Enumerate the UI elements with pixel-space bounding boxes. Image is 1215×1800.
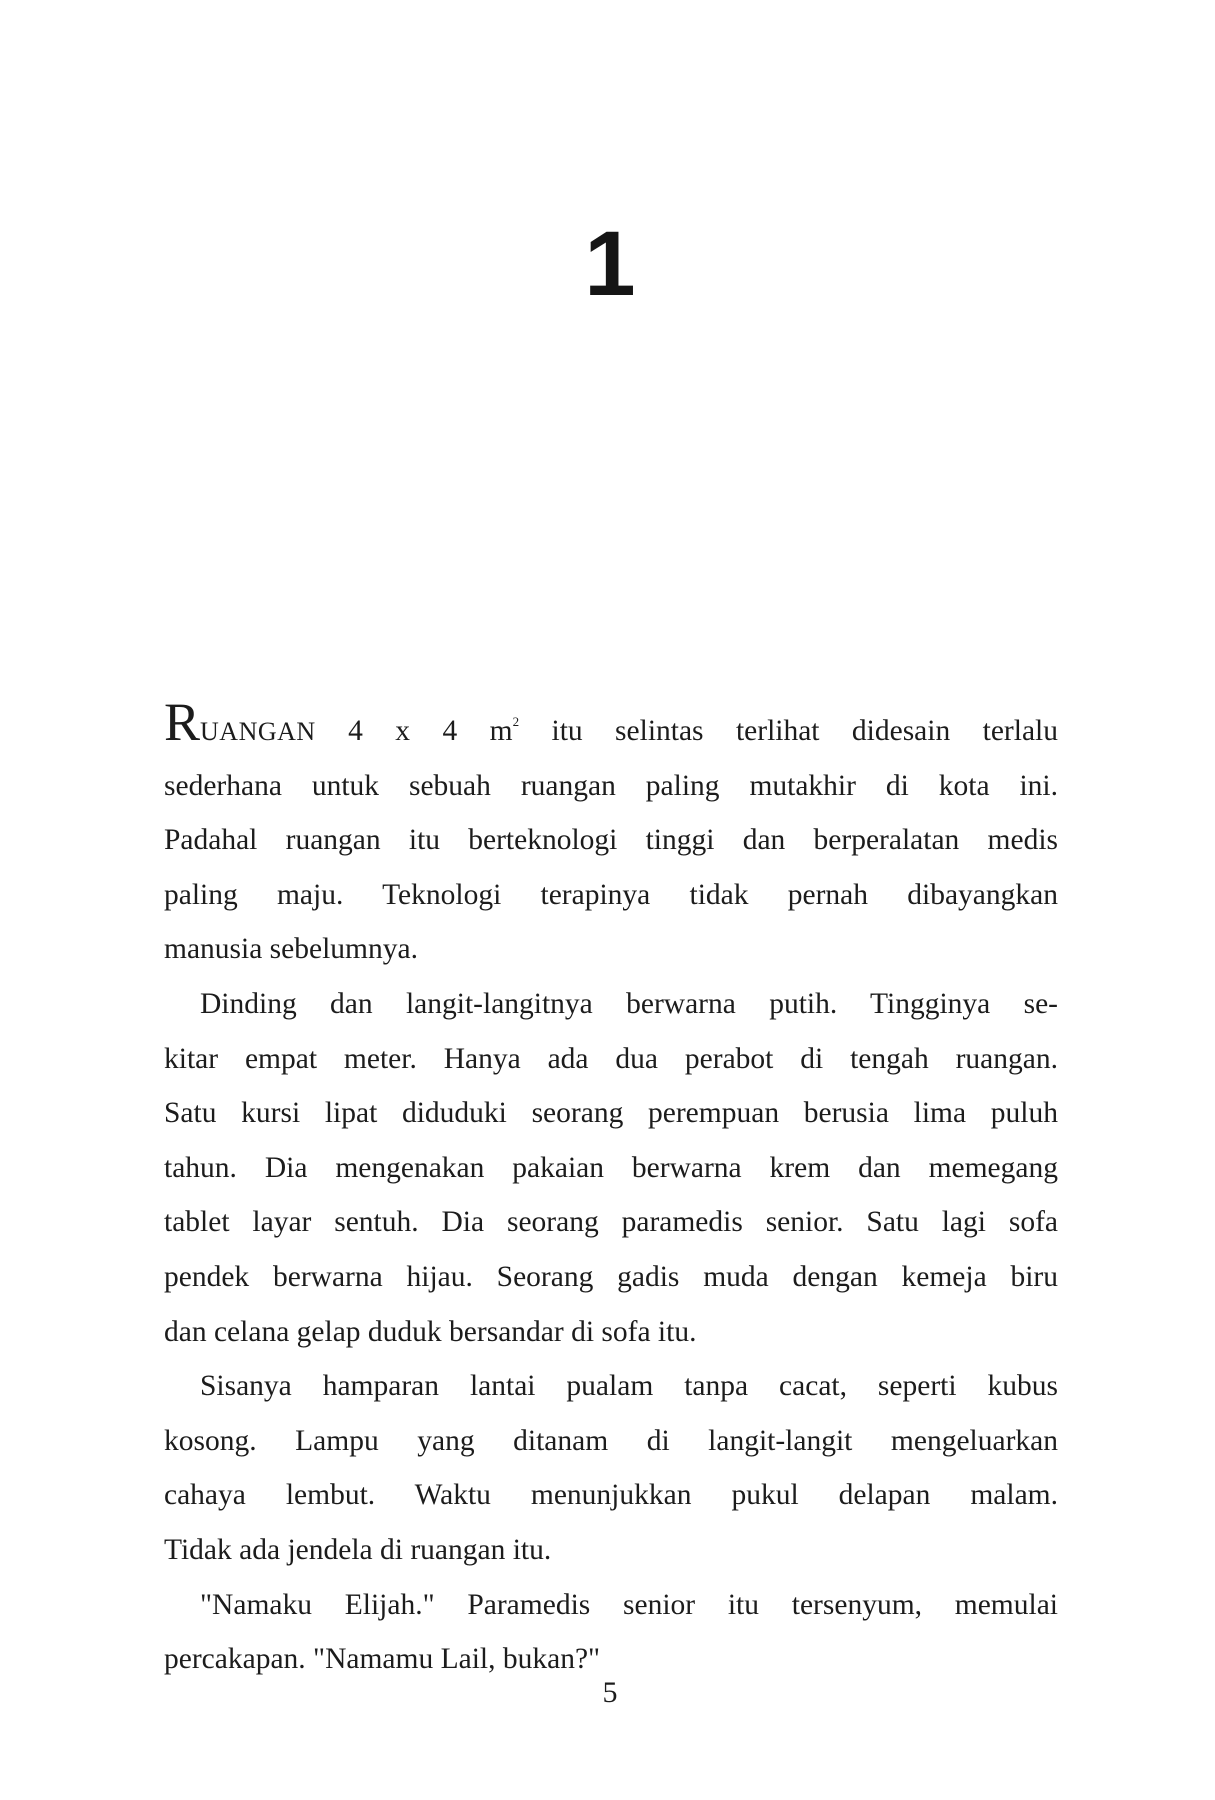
text-line: Satu kursi lipat diduduki seorang perempuan berusia lima puluh: [164, 1097, 1058, 1130]
opening-line: [164, 692, 1058, 759]
text-line: Dinding dan langit-langitnya berwarna putih. Tingginya se-: [200, 987, 1058, 1020]
opening-text-rest: itu selintas terlihat didesain terlalu: [519, 715, 1058, 747]
opening-text: 4 x 4 m: [315, 715, 513, 747]
text-line: "Namaku Elijah." Paramedis senior itu tersenyum, memulai: [200, 1588, 1058, 1621]
page-number: 5: [602, 1676, 618, 1709]
text-line: tablet layar sentuh. Dia seorang paramedis senior. Satu lagi sofa: [164, 1206, 1058, 1239]
text-line: manusia sebelumnya.: [164, 933, 418, 966]
text-line: kosong. Lampu yang ditanam di langit-langit mengeluarkan: [164, 1424, 1058, 1457]
text-line: tahun. Dia mengenakan pakaian berwarna krem dan memegang: [164, 1151, 1058, 1184]
superscript: 2: [512, 714, 520, 729]
text-line: Tidak ada jendela di ruangan itu.: [164, 1533, 552, 1566]
text-line: sederhana untuk sebuah ruangan paling mutakhir di kota ini.: [164, 769, 1058, 802]
text-line: cahaya lembut. Waktu menunjukkan pukul delapan malam.: [164, 1479, 1058, 1512]
small-caps-word: UANGAN: [200, 717, 316, 746]
text-line: pendek berwarna hijau. Seorang gadis muda dengan kemeja biru: [164, 1260, 1058, 1293]
chapter-number: 1: [584, 213, 636, 315]
chapter-body-text: [164, 692, 1058, 1687]
drop-cap: R: [164, 692, 201, 752]
text-line: kitar empat meter. Hanya ada dua perabot di tengah ruangan.: [164, 1042, 1058, 1075]
text-line: Sisanya hamparan lantai pualam tanpa cacat, seperti kubus: [200, 1370, 1058, 1403]
text-line: percakapan. "Namamu Lail, bukan?": [164, 1643, 601, 1676]
text-line: paling maju. Teknologi terapinya tidak pernah dibayangkan: [164, 878, 1058, 911]
text-line: dan celana gelap duduk bersandar di sofa itu.: [164, 1315, 697, 1348]
text-line: Padahal ruangan itu berteknologi tinggi dan berperalatan medis: [164, 824, 1058, 857]
